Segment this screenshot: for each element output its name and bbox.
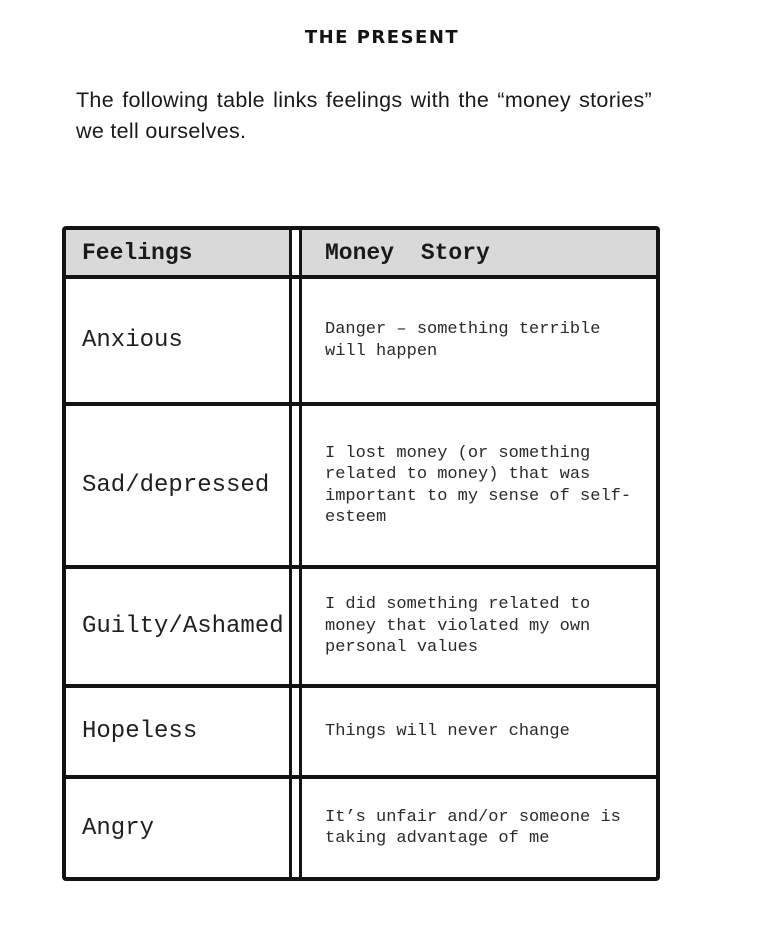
money-story-cell — [299, 279, 656, 402]
feeling-cell — [66, 779, 292, 877]
feelings-money-story-table — [62, 226, 660, 881]
money-story-text: I did something related to money that violated my own personal values — [325, 595, 591, 658]
feeling-cell — [66, 688, 292, 775]
money-story-cell — [299, 569, 656, 684]
header-cell-feelings — [66, 230, 292, 275]
table-row — [66, 779, 656, 877]
feeling-label: Hopeless — [82, 718, 198, 745]
feeling-label: Sad/depressed — [82, 472, 270, 499]
column-gap — [292, 406, 299, 565]
money-story-cell — [299, 688, 656, 775]
table-header-row — [66, 230, 656, 279]
feeling-label: Angry — [82, 814, 155, 842]
feeling-cell — [66, 279, 292, 402]
money-story-header-label: Money Story — [325, 239, 490, 266]
page-title: THE PRESENT — [304, 27, 460, 48]
feeling-label: Anxious — [82, 327, 183, 354]
table-row — [66, 688, 656, 779]
money-story-text: Things will never change — [325, 721, 570, 741]
header-cell-money-story — [299, 230, 656, 275]
intro-paragraph: The following table links feelings with the “money stories” we tell ourselves. — [76, 88, 652, 143]
feeling-cell — [66, 406, 292, 565]
money-story-text: I lost money (or something related to money) that was important to my sense of self-esteem — [325, 443, 632, 527]
money-story-text: It’s unfair and/or someone is taking advantage of me — [325, 807, 621, 848]
column-gap — [292, 688, 299, 775]
table-row — [66, 406, 656, 569]
table-row — [66, 569, 656, 688]
column-gap — [292, 569, 299, 684]
money-story-cell — [299, 406, 656, 565]
column-gap — [292, 779, 299, 877]
feeling-label: Guilty/Ashamed — [82, 613, 284, 640]
column-gap — [292, 230, 299, 275]
money-story-cell — [299, 779, 656, 877]
column-gap — [292, 279, 299, 402]
table-row — [66, 279, 656, 406]
feeling-cell — [66, 569, 292, 684]
feelings-header-label: Feelings — [82, 239, 193, 266]
money-story-text: Danger – something terrible will happen — [325, 320, 601, 361]
